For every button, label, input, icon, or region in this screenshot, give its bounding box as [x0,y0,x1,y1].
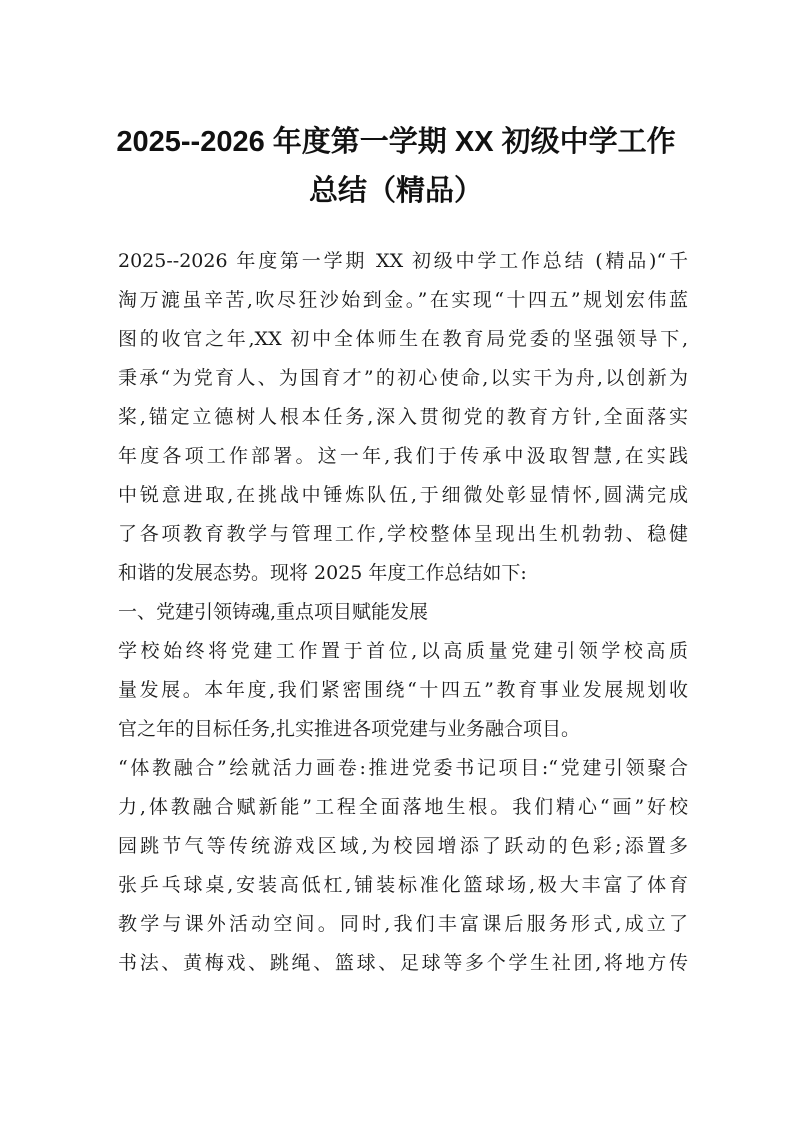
document-title-line-2: 总结（精品） [308,175,483,207]
body-line-15: 力,体教融合赋新能”工程全面落地生根。我们精心“画”好校 [118,796,688,818]
body-line-17: 张乒乓球桌,安装高低杠,铺装标准化篮球场,极大丰富了体育 [118,874,688,896]
body-line-6: 年度各项工作部署。这一年,我们于传承中汲取智慧,在实践 [118,445,688,467]
body-line-13: 官之年的目标任务,扎实推进各项党建与业务融合项目。 [118,718,581,740]
body-line-5: 桨,锚定立德树人根本任务,深入贯彻党的教育方针,全面落实 [118,406,688,428]
body-line-12: 量发展。本年度,我们紧密围绕“十四五”教育事业发展规划收 [118,679,688,701]
body-line-9: 和谐的发展态势。现将 2025 年度工作总结如下: [118,562,527,584]
body-line-2: 淘万漉虽辛苦,吹尽狂沙始到金。”在实现“十四五”规划宏伟蓝 [118,289,688,311]
document-title-line-1: 2025--2026 年度第一学期 XX 初级中学工作 [116,126,676,158]
body-line-14: “体教融合”绘就活力画卷:推进党委书记项目:“党建引领聚合 [118,757,688,779]
body-line-16: 园跳节气等传统游戏区域,为校园增添了跃动的色彩;添置多 [118,835,688,857]
body-line-1: 2025--2026 年度第一学期 XX 初级中学工作总结 (精品)“千 [118,250,688,272]
body-line-19: 书法、黄梅戏、跳绳、篮球、足球等多个学生社团,将地方传 [118,952,688,974]
body-line-8: 了各项教育教学与管理工作,学校整体呈现出生机勃勃、稳健 [118,523,688,545]
section-heading-1: 一、党建引领铸魂,重点项目赋能发展 [118,601,429,623]
body-line-18: 教学与课外活动空间。同时,我们丰富课后服务形式,成立了 [118,913,688,935]
body-line-7: 中锐意进取,在挑战中锤炼队伍,于细微处彰显情怀,圆满完成 [118,484,688,506]
body-line-11: 学校始终将党建工作置于首位,以高质量党建引领学校高质 [118,640,688,662]
body-line-4: 秉承“为党育人、为国育才”的初心使命,以实干为舟,以创新为 [118,367,688,389]
body-line-3: 图的收官之年,XX 初中全体师生在教育局党委的坚强领导下, [118,328,688,350]
